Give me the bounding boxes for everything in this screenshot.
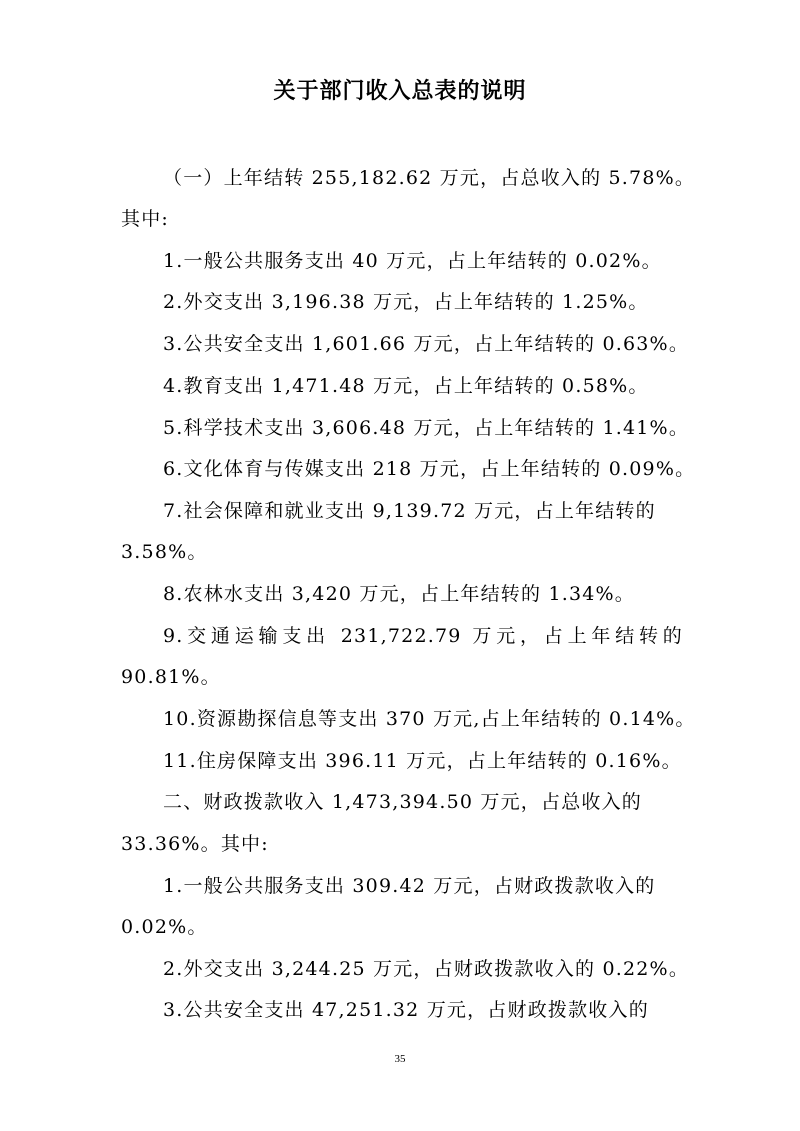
paragraph-line: 二、财政拨款收入 1,473,394.50 万元，占总收入的 bbox=[163, 791, 642, 813]
paragraph-line: 0.02%。 bbox=[121, 916, 208, 938]
paragraph-line: 2.外交支出 3,196.38 万元，占上年结转的 1.25%。 bbox=[163, 291, 649, 313]
paragraph-line: 7.社会保障和就业支出 9,139.72 万元，占上年结转的 bbox=[163, 500, 656, 522]
paragraph-line: 3.公共安全支出 1,601.66 万元，占上年结转的 0.63%。 bbox=[163, 333, 690, 355]
paragraph-line: 4.教育支出 1,471.48 万元，占上年结转的 0.58%。 bbox=[163, 375, 649, 397]
paragraph-line: 11.住房保障支出 396.11 万元，占上年结转的 0.16%。 bbox=[163, 750, 682, 772]
page-title: 关于部门收入总表的说明 bbox=[273, 79, 527, 104]
paragraph-line: 90.81%。 bbox=[121, 666, 221, 688]
paragraph-line: 5.科学技术支出 3,606.48 万元，占上年结转的 1.41%。 bbox=[163, 417, 690, 439]
paragraph-line: 6.文化体育与传媒支出 218 万元，占上年结转的 0.09%。 bbox=[163, 458, 696, 480]
paragraph-line: 3.58%。 bbox=[121, 541, 208, 563]
paragraph-line: 其中: bbox=[121, 208, 170, 230]
page-number: 35 bbox=[394, 1053, 406, 1065]
paragraph-line: （一）上年结转 255,182.62 万元，占总收入的 5.78%。 bbox=[163, 167, 696, 189]
paragraph-line: 1.一般公共服务支出 309.42 万元，占财政拨款收入的 bbox=[163, 875, 656, 897]
paragraph-line: 33.36%。其中: bbox=[121, 833, 269, 855]
paragraph-line: 2.外交支出 3,244.25 万元，占财政拨款收入的 0.22%。 bbox=[163, 958, 690, 980]
paragraph-line: 8.农林水支出 3,420 万元，占上年结转的 1.34%。 bbox=[163, 583, 635, 605]
paragraph-line: 1.一般公共服务支出 40 万元，占上年结转的 0.02%。 bbox=[163, 250, 662, 272]
paragraph-line: 10.资源勘探信息等支出 370 万元,占上年结转的 0.14%。 bbox=[163, 708, 696, 730]
paragraph-line: 9.交通运输支出 231,722.79 万元，占上年结转的 bbox=[163, 625, 683, 647]
paragraph-line: 3.公共安全支出 47,251.32 万元，占财政拨款收入的 bbox=[163, 999, 649, 1021]
